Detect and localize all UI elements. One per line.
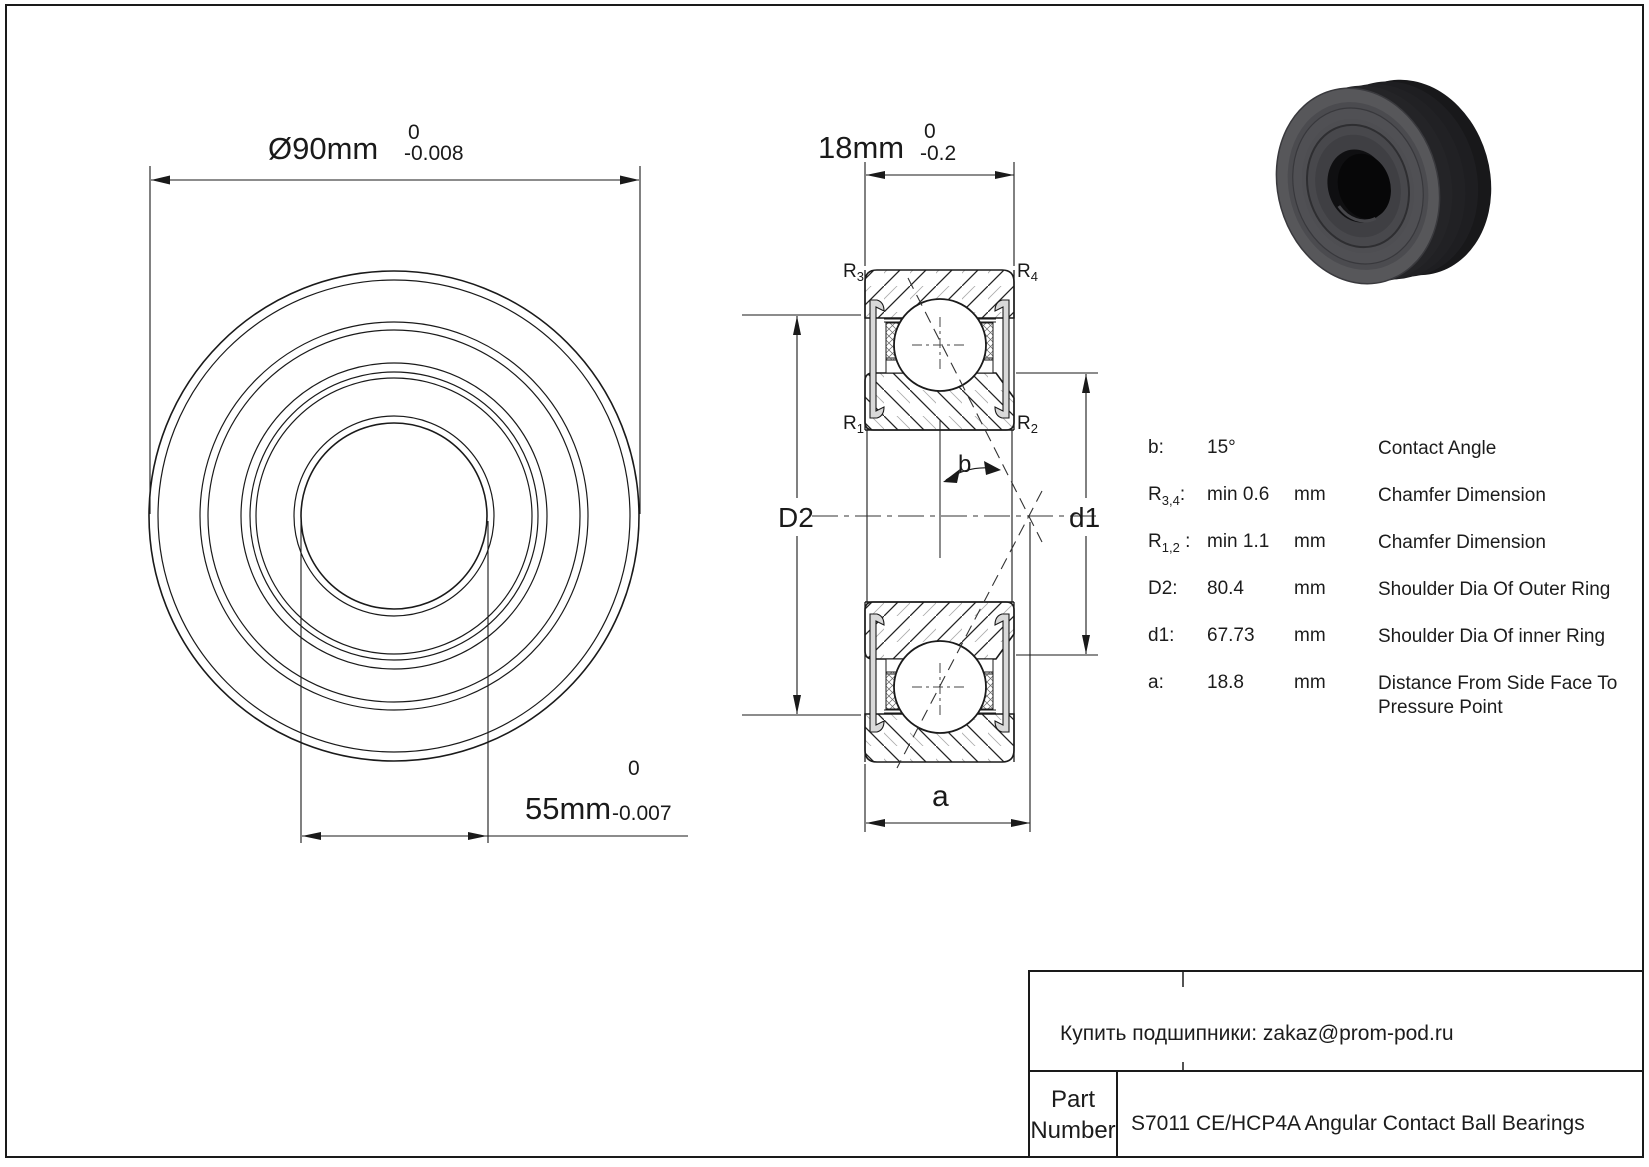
part-label-line1: Part bbox=[1050, 1086, 1095, 1113]
spec-desc: Chamfer Dimension bbox=[1378, 485, 1546, 506]
spec-label: D2: bbox=[1148, 578, 1178, 599]
spec-label: $R_{1,2}$ : bbox=[1148, 531, 1191, 555]
spec-label: a: bbox=[1148, 672, 1164, 693]
bore-tol-lower: -0.007 bbox=[612, 802, 672, 825]
spec-desc: Distance From Side Face To Pressure Point bbox=[1378, 673, 1618, 718]
a-label: a bbox=[932, 780, 949, 813]
arrowhead-left-icon bbox=[866, 171, 885, 179]
spec-value: min 0.6 bbox=[1207, 484, 1270, 505]
arrowhead-right-icon bbox=[1011, 819, 1030, 827]
spec-unit: mm bbox=[1294, 625, 1326, 646]
section-width-dimension bbox=[865, 162, 1014, 266]
d2-label: D2 bbox=[778, 502, 814, 533]
section-lower-half bbox=[865, 602, 1014, 762]
spec-value: min 1.1 bbox=[1207, 531, 1270, 552]
arrowhead-left-icon bbox=[151, 176, 170, 185]
r1-label: $R_1$ bbox=[843, 413, 864, 436]
arrowhead-up-icon bbox=[793, 316, 801, 335]
part-number-value: S7011 CE/HCP4A Angular Contact Ball Bearings bbox=[1131, 1112, 1585, 1135]
front-view bbox=[149, 271, 639, 761]
title-block-borders bbox=[1029, 971, 1643, 1157]
bore-diameter-text: 55mm bbox=[525, 791, 612, 826]
spec-unit: mm bbox=[1294, 484, 1326, 505]
spec-value: 15° bbox=[1207, 437, 1236, 458]
angle-label: b bbox=[958, 451, 972, 478]
spec-desc: Shoulder Dia Of inner Ring bbox=[1378, 626, 1606, 647]
arrowhead-right-icon bbox=[620, 176, 639, 185]
spec-unit: mm bbox=[1294, 578, 1326, 599]
arrowhead-left-icon bbox=[866, 819, 885, 827]
spec-unit: mm bbox=[1294, 672, 1326, 693]
section-width-text: 18mm bbox=[818, 130, 905, 165]
bore-tol-upper: 0 bbox=[628, 757, 640, 780]
spec-label: d1: bbox=[1148, 625, 1175, 646]
spec-value: 80.4 bbox=[1207, 578, 1244, 599]
outer-diameter-tol-upper: 0 bbox=[408, 121, 420, 144]
bearing-3d-image bbox=[1254, 54, 1514, 309]
outer-diameter-text: Ø90mm bbox=[268, 131, 379, 166]
spec-unit: mm bbox=[1294, 531, 1326, 552]
outer-diameter-tol-lower: -0.008 bbox=[404, 142, 464, 165]
arrowhead-right-icon bbox=[468, 832, 487, 840]
spec-desc: Chamfer Dimension bbox=[1378, 532, 1546, 553]
section-upper-half bbox=[865, 270, 1014, 430]
spec-label: b: bbox=[1148, 437, 1164, 458]
section-width-tol-lower: -0.2 bbox=[920, 142, 957, 165]
arrowhead-down-icon bbox=[1082, 635, 1090, 654]
arrowhead-up-icon bbox=[1082, 374, 1090, 393]
section-width-tol-upper: 0 bbox=[924, 120, 936, 143]
r4-label: $R_4$ bbox=[1017, 261, 1038, 284]
contact-line: Купить подшипники: zakaz@prom-pod.ru bbox=[1060, 1022, 1454, 1045]
spec-desc: Shoulder Dia Of Outer Ring bbox=[1378, 579, 1611, 600]
arrowhead-right-icon bbox=[984, 461, 1001, 475]
arrowhead-right-icon bbox=[995, 171, 1014, 179]
spec-value: 67.73 bbox=[1207, 625, 1255, 646]
spec-label: $R_{3,4}$: bbox=[1148, 484, 1186, 508]
d1-label: d1 bbox=[1069, 502, 1101, 533]
arrowhead-down-icon bbox=[793, 695, 801, 714]
part-label-line2: Number bbox=[1030, 1117, 1116, 1144]
spec-value: 18.8 bbox=[1207, 672, 1244, 693]
r3-label: $R_3$ bbox=[843, 261, 864, 284]
r2-label: $R_2$ bbox=[1017, 413, 1038, 436]
arrowhead-left-icon bbox=[302, 832, 321, 840]
spec-desc: Contact Angle bbox=[1378, 438, 1497, 459]
